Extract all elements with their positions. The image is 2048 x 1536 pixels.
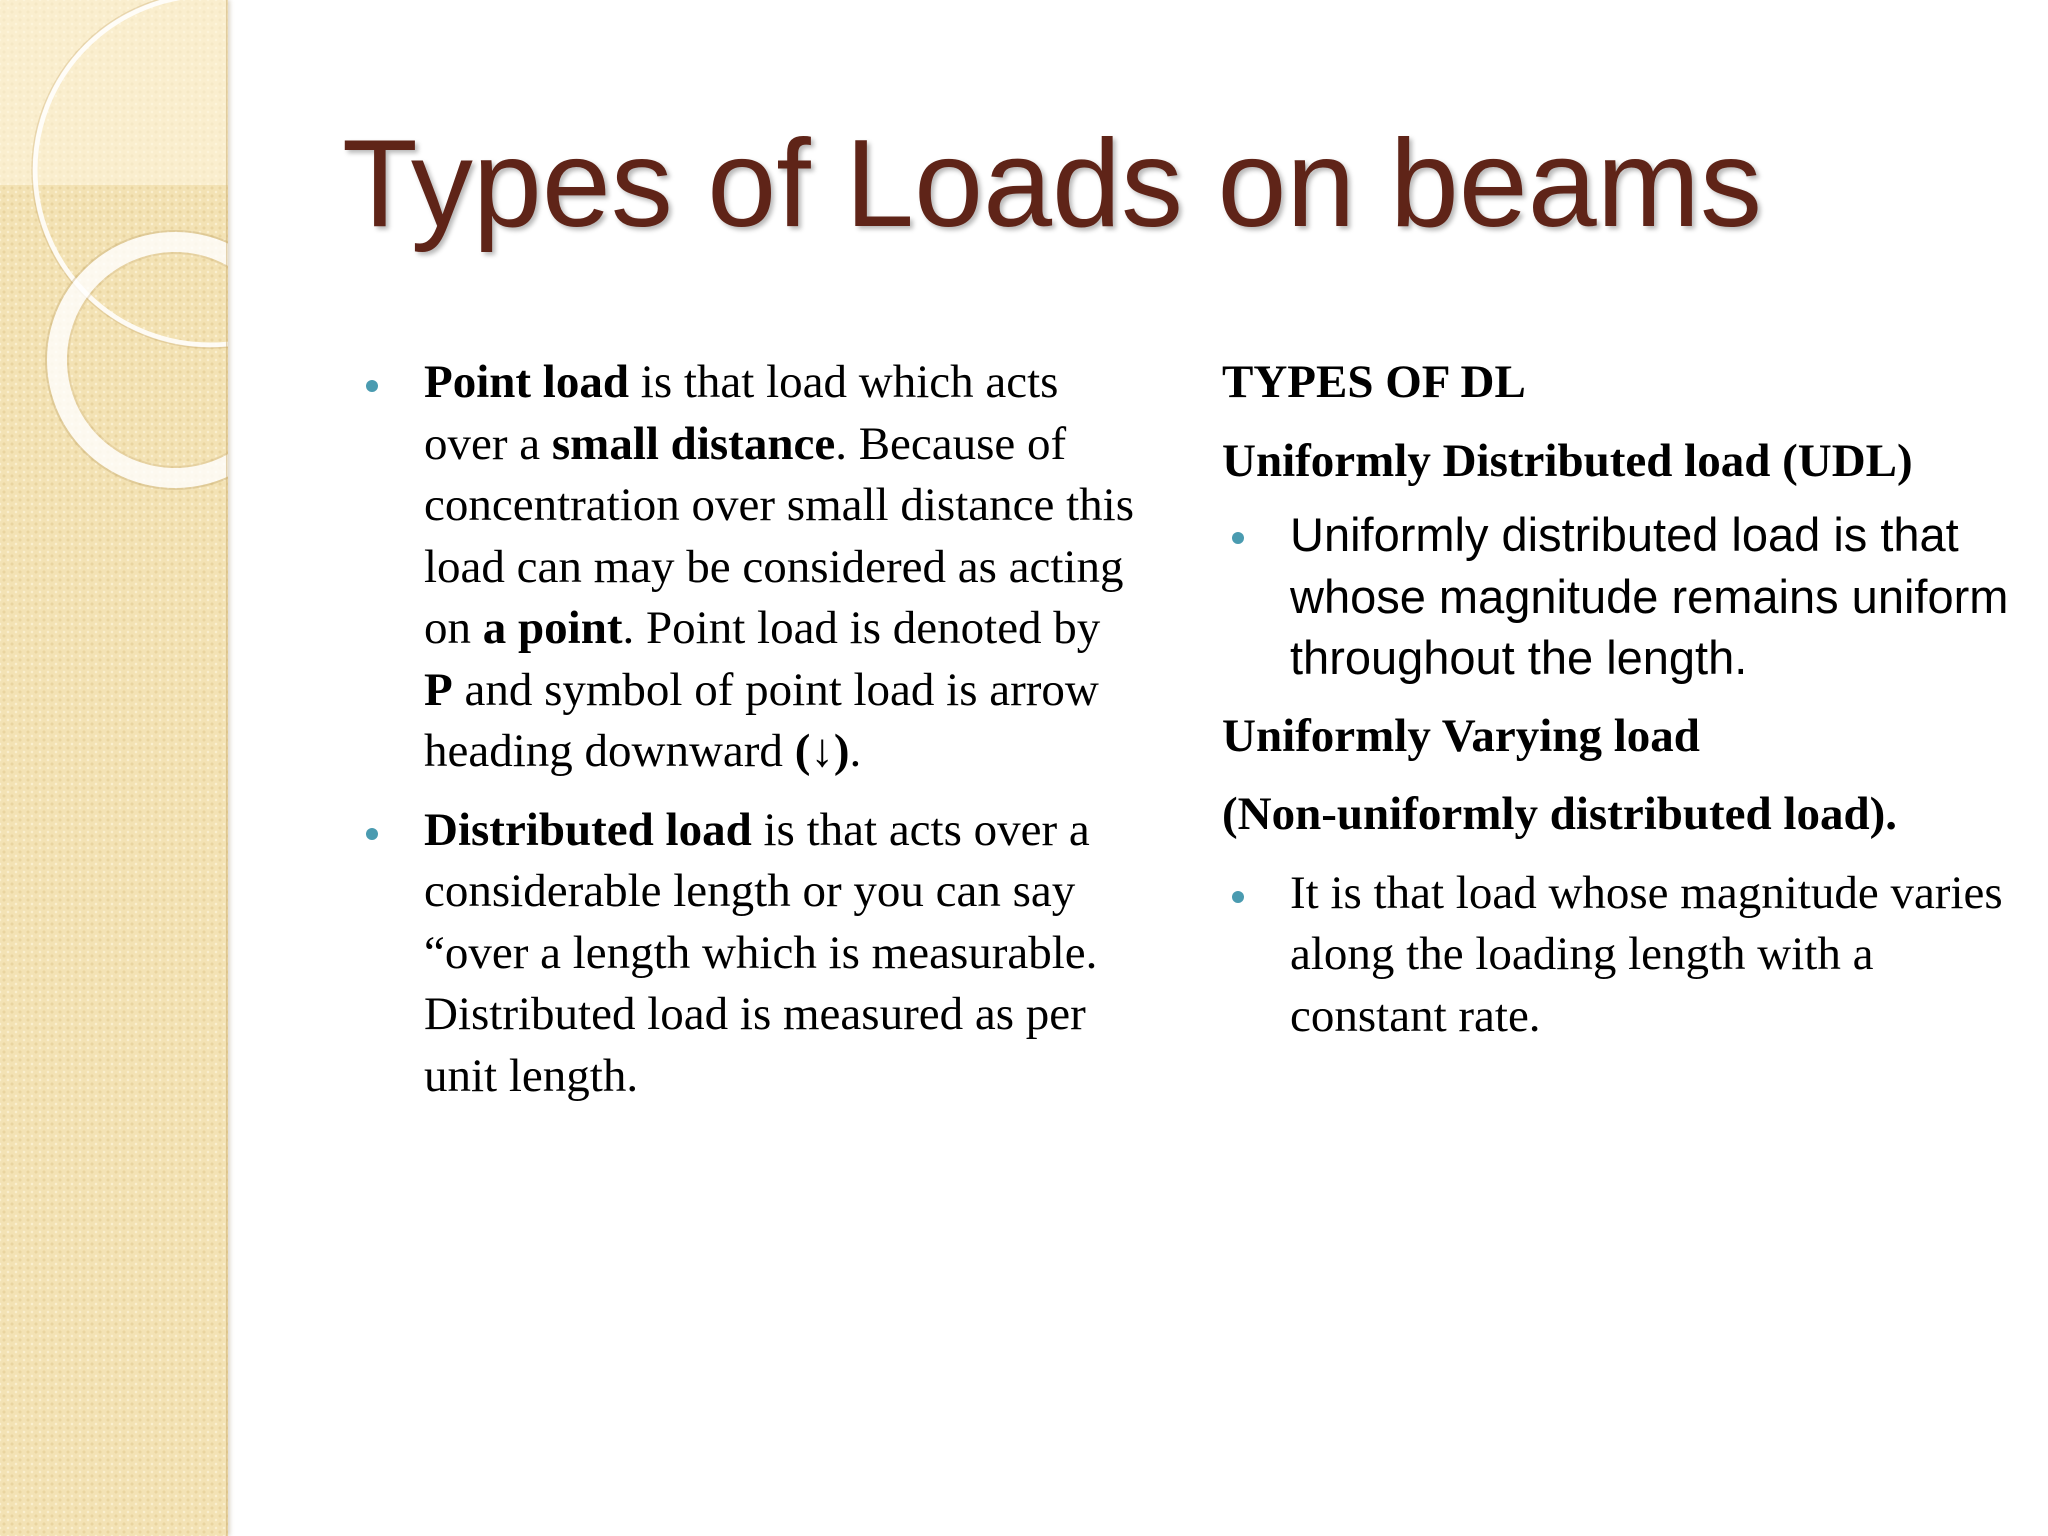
point-load-bold-a-point: a point [482,602,623,654]
point-load-text-4: and symbol of point load is arrow heading downward [424,663,1099,777]
bullet-dot-icon [1232,532,1244,544]
sidebar-edge [226,0,228,1536]
point-load-text-2: . Because of concentration over small distance this load can may be considered as acting on [424,417,1135,654]
bullet-uvl [1222,863,2022,1048]
point-load-text-5: . [849,725,862,777]
uvl-description: It is that load whose magnitude varies along the loading length with a constant rate. [1290,866,2003,1042]
bullet-point-load [356,352,1136,783]
point-load-text-3: . Point load is denoted by [622,602,1101,654]
slide-title: Types of Loads on beams [342,115,1763,253]
distributed-load-term: Distributed load [424,803,752,856]
bullet-dot-icon [366,380,378,392]
point-load-bold-small-distance: small distance [551,417,836,470]
decorative-rings-icon [0,0,228,520]
bullet-distributed-load [356,800,1136,1108]
decorative-sidebar [0,0,228,1536]
point-load-arrow-symbol: (↓) [794,725,850,777]
point-load-text-1: is that load which acts over a [424,356,1059,470]
uvl-subheading: (Non-uniformly distributed load). [1222,788,1898,840]
udl-heading: Uniformly Distributed load (UDL) [1222,434,1913,487]
types-of-dl-heading: TYPES OF DL [1222,356,1526,408]
bullet-udl [1222,504,2022,689]
right-column [1222,352,2022,1047]
left-column [356,352,1136,1107]
bullet-dot-icon [1232,891,1244,903]
bullet-dot-icon [366,828,378,840]
udl-description: Uniformly distributed load is that whose magnitude remains uniform throughout the length. [1290,508,2009,684]
point-load-term: Point load [424,356,630,408]
distributed-load-text: is that acts over a considerable length or you can say “over a length which is measurable. Distributed load is measured as per unit length. [424,803,1098,1102]
point-load-bold-p: P [424,663,453,716]
uvl-heading: Uniformly Varying load [1222,709,1700,762]
